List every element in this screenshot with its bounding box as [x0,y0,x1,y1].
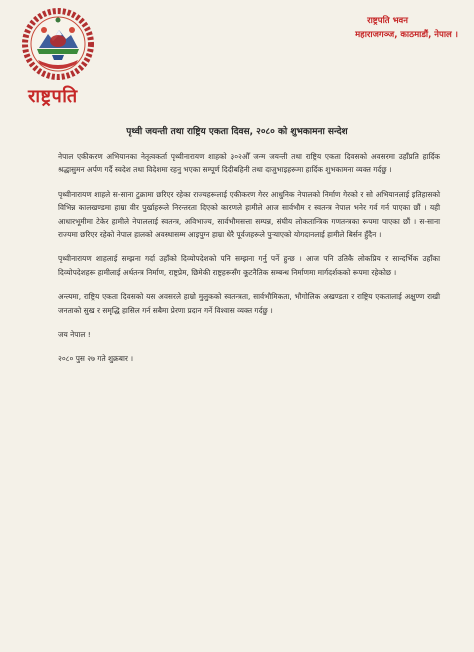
nepal-emblem-icon [22,8,94,80]
paragraph: पृथ्वीनारायण शाहले स-साना टुक्रामा छरिएर रहेका राज्यहरूलाई एकीकरण गेरर आधुनिक नेपालको निर्माण गेरको र सो अभियानलाई इतिहासको विभिन्न कालखण्डमा हाम्रा वीर पुर्खाहरूले निरन्तरता दिएको कारणले हामीले आज सार्वभौम र स्वतन्त्र नेपाल भनेर गर्व गर्न पाएका छौं । यही आधारभूमीमा टेकेर हामीले नेपाललाई स्वतन्त्र, अविभाज्य, सार्वभौमसत्ता सम्पन्न, संघीय लोकतान्त्रिक गणतन्त्रका रूपमा पाएका छौं । स-साना राज्यमा छरिएर रहेको नेपाल हालको अवस्थासम्म आइपुग्न हाम्रा धेरै पूर्वजहरूले पुऱ्याएको योगदानलाई हामीले बिर्सन हुँदैन । [58,189,440,240]
address-line-2: महाराजगञ्ज, काठमाडौं, नेपाल । [355,30,458,40]
closing-line: जय नेपाल ! [58,330,91,340]
paragraph: नेपाल एकीकरण अभियानका नेतृत्वकर्ता पृथ्वीनारायण शाहको ३०२औँ जन्म जयन्ती तथा राष्ट्रिय एकता दिवसको अवसरमा उहाँप्रति हार्दिक श्रद्धासुमन अर्पण गर्दै स्वदेश तथा विदेशमा रहनु भएका सम्पूर्ण दिदीबहिनी तथा दाजुभाइहरूमा हार्दिक शुभकामना व्यक्त गर्दछु । [58,152,440,175]
document-body [58,150,440,377]
document-title: पृथ्वी जयन्ती तथा राष्ट्रिय एकता दिवस, २०८० को शुभकामना सन्देश [126,127,348,137]
paragraph: अन्त्यमा, राष्ट्रिय एकता दिवसको यस अवसरले हाम्रो मुलुकको स्वतन्त्रता, सार्वभौमिकता, भौगोलिक अखण्डता र राष्ट्रिय एकतालाई अक्षुण्ण राखी जनताको सुख र समृद्धि हासिल गर्न सबैमा प्रेरणा प्रदान गर्ने विश्वास व्यक्त गर्दछु । [58,292,440,315]
address-block [355,14,458,42]
paragraph: पृथ्वीनारायण शाहलाई सम्झना गर्दा उहाँको दिव्योपदेशको पनि सम्झना गर्नु पर्ने हुन्छ । आज पनि उतिकै लोकप्रिय र सान्दर्भिक उहाँका दिव्योपदेशहरू हामीलाई अर्थतन्त्र निर्माण, राष्ट्रप्रेम, छिमेकी राष्ट्रहरूसँग कूटनैतिक सम्बन्ध निर्माणमा मार्गदर्शकको रूपमा रहेकोछ । [58,254,440,277]
address-line-1: राष्ट्रपति भवन [367,16,408,26]
date-line: २०८० पुस २७ गते शुक्रबार । [58,354,134,364]
org-name: राष्ट्रपति [28,86,78,107]
